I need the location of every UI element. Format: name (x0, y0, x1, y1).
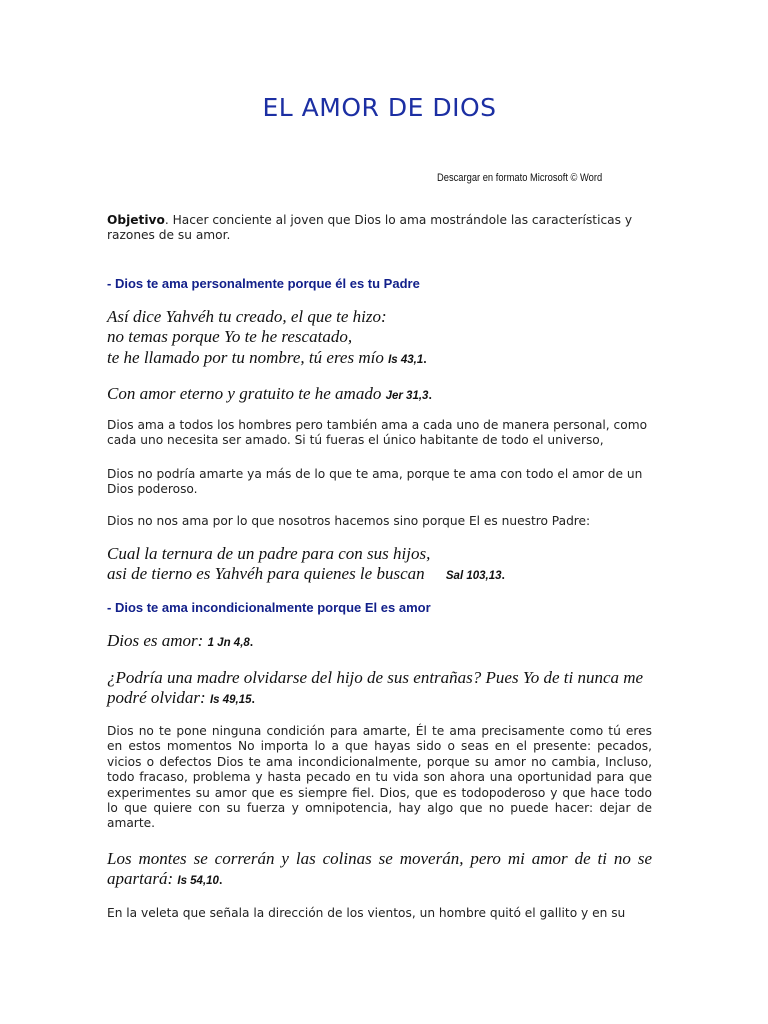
section1-verse3 (107, 544, 652, 587)
verse-reference: 1 Jn 4,8 (207, 637, 250, 649)
section2-paragraph2: En la veleta que señala la dirección de los vientos, un hombre quitó el gallito y en su (107, 906, 626, 920)
section1-heading: - Dios te ama personalmente porque él es tu Padre (107, 276, 420, 291)
section1-verse1 (107, 307, 652, 370)
verse-line: Cual la ternura de un padre para con sus hijos, (107, 544, 431, 563)
verse-text: Los montes se correrán y las colinas se moverán, pero mi amor de ti no se apartará: (107, 849, 652, 889)
objective-paragraph (107, 213, 652, 244)
verse-line-with-ref: te he llamado por tu nombre, tú eres mío Is 43,1. (107, 347, 428, 367)
verse-line: no temas porque Yo te he rescatado, (107, 327, 353, 347)
section2-verse1: Dios es amor: 1 Jn 4,8. (107, 631, 255, 650)
verse-text: ¿Podría una madre olvidarse del hijo de sus entrañas? Pues Yo de ti nunca me podré olvidar: (107, 668, 644, 708)
verse-reference: Is 49,15 (209, 694, 252, 707)
verse-line: Así dice Yahvéh tu creado, el que te hizo: (107, 307, 387, 326)
section2-heading: - Dios te ama incondicionalmente porque El es amor (107, 600, 431, 615)
verse-text: Con amor eterno y gratuito te he amado (107, 384, 382, 403)
verse-text: Dios es amor: (107, 631, 204, 650)
objective-label: Objetivo (107, 213, 165, 227)
section2-paragraph1: Dios no te pone ninguna condición para amarte, Él te ama precisamente como tú eres en estos momentos No importa lo a que hayas sido o seas en el presente: pecados, vicios o defectos Dios te ama incondicionalmente, porque su amor no cambia, Incluso, todo fracaso, problema y hasta pecado en tu vida son ahora una oportunidad para que experimentes su amor que es siempre fiel. Dios, que es todopoderoso y que hace todo lo que quiere con su fuerza y omnipotencia, hay algo que no puede hacer: dejar de amarte. (107, 724, 652, 831)
objective-text: . Hacer conciente al joven que Dios lo ama mostrándole las características y razones de su amor. (107, 213, 633, 243)
page-title: EL AMOR DE DIOS (262, 93, 497, 122)
verse-reference: Sal 103,13 (445, 570, 502, 583)
section2-verse3: Los montes se correrán y las colinas se moverán, pero mi amor de ti no se apartará: Is 54,10. (107, 849, 652, 889)
download-word-link[interactable]: Descargar en formato Microsoft © Word (437, 172, 603, 184)
section1-verse2: Con amor eterno y gratuito te he amado Jer 31,3. (107, 384, 433, 403)
section2-verse2: ¿Podría una madre olvidarse del hijo de sus entrañas? Pues Yo de ti nunca me podré olvidar: Is 49,15. (107, 668, 644, 708)
verse-line-with-ref: asi de tierno es Yahvéh para quienes le buscan Sal 103,13. (107, 564, 506, 584)
section1-paragraph3: Dios no nos ama por lo que nosotros hacemos sino porque El es nuestro Padre: (107, 514, 591, 528)
section1-paragraph1: Dios ama a todos los hombres pero también ama a cada uno de manera personal, como cada uno necesita ser amado. Si tú fueras el único habitante de todo el universo, (107, 418, 648, 448)
verse-reference: Is 43,1 (388, 353, 424, 366)
verse-reference: Is 54,10 (177, 875, 219, 888)
verse-reference: Jer 31,3 (385, 390, 429, 402)
section1-paragraph2: Dios no podría amarte ya más de lo que te ama, porque te ama con todo el amor de un Dios poderoso. (107, 467, 643, 497)
